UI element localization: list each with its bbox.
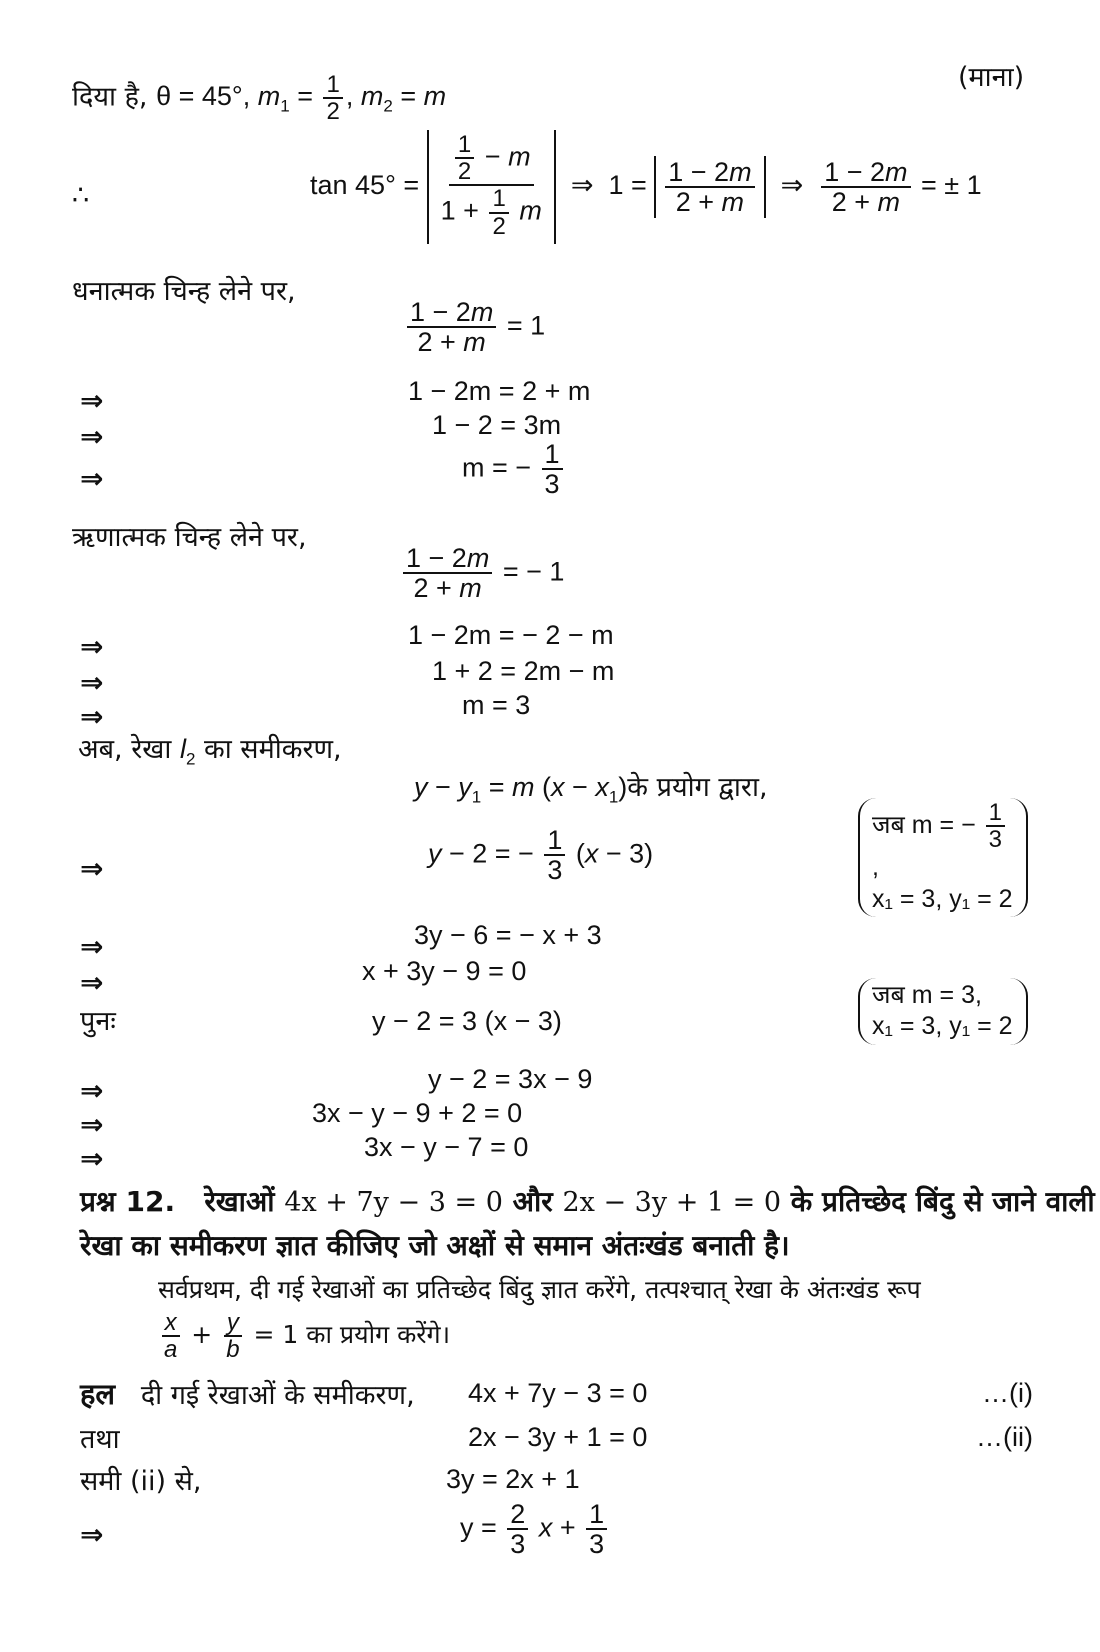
implies-arrow: ⇒ [80,463,104,494]
case1-step-1: 3y − 6 = − x + 3 [414,920,602,950]
neg-step-3: m = 3 [462,690,531,720]
case2-step-2: 3x − y − 9 + 2 = 0 [312,1098,523,1128]
implies-arrow: ⇒ [80,931,104,962]
point-slope-form: $y - y_1 = m$ $(x - x_1)के$ प्रयोग द्वारा, [414,772,768,807]
case2-condition-note: जब m = 3, x₁ = 3, y₁ = 2 [858,978,1028,1045]
implies-arrow: ⇒ [80,967,104,998]
solution-eq-4: y = $\frac{2}{3}$ x + $\frac{1}{3}$ [460,1500,610,1559]
positive-fraction-eq: $\frac{1 - 2m}{2 + m}$ = 1 [404,298,545,357]
line-eq-label: अब, रेखा $l_2$ का समीकरण, [78,734,342,769]
pos-step-2: 1 − 2 = 3m [432,410,562,440]
implies-arrow: ⇒ [80,667,104,698]
pos-step-1: 1 − 2m = 2 + m [408,376,591,406]
case2-step-3: 3x − y − 7 = 0 [364,1132,529,1162]
solution-eq-1: 4x + 7y − 3 = 0 [468,1378,648,1408]
tan-equation: tan 45° = $\frac{1}{2}$ − m 1 + $\frac{1}{2}$ m ⇒ 1 = $\frac{1 - 2m}{2 + m}$ ⇒ $\frac{1 - 2m}{2 + m}$ = ± 1 [310,130,982,244]
case1-condition-note: जब m = − $\frac{1}{3}$ , x₁ = 3, y₁ = 2 [858,798,1028,917]
hint-line-2: $\frac{x}{a}$ + $\frac{y}{b}$ = 1 का प्रयोग करेंगे। [158,1310,450,1362]
pos-step-3: m = − $\frac{1}{3}$ [462,440,566,499]
solution-line: हल दी गई रेखाओं के समीकरण, [80,1377,415,1411]
eq-tag-i: …(i) [982,1378,1033,1408]
again-label: पुनः [80,1006,116,1037]
hint-line-1: सर्वप्रथम, दी गई रेखाओं का प्रतिच्छेद बिंदु ज्ञात करेंगे, तत्पश्चात् रेखा के अंतःखंड रूप [158,1275,921,1304]
solution-eq-2: 2x − 3y + 1 = 0 [468,1422,648,1452]
question-12-line-2: रेखा का समीकरण ज्ञात कीजिए जो अक्षों से समान अंतःखंड बनाती है। [80,1229,790,1262]
implies-arrow: ⇒ [80,1075,104,1106]
assumed-label: (माना) [958,62,1025,93]
given-label: दिया है, [72,81,148,113]
from-eq2-label: समी (ii) से, [80,1466,202,1497]
implies-arrow: ⇒ [80,421,104,452]
positive-case-label: धनात्मक चिन्ह लेने पर, [72,276,296,307]
neg-step-2: 1 + 2 = 2m − m [432,656,615,686]
implies-arrow: ⇒ [80,1519,104,1550]
negative-case-label: ऋणात्मक चिन्ह लेने पर, [72,522,307,553]
implies-arrow: ⇒ [80,701,104,732]
question-12-line-1: प्रश्न 12. रेखाओं 4x + 7y − 3 = 0 और 2x − 3y + 1 = 0 के प्रतिच्छेद बिंदु से जाने वाली [80,1185,1095,1218]
implies-arrow: ⇒ [80,853,104,884]
case1-equation: y − 2 = − $\frac{1}{3}$ (x − 3) [428,825,654,886]
case1-step-2: x + 3y − 9 = 0 [362,956,527,986]
negative-fraction-eq: $\frac{1 - 2m}{2 + m}$ = − 1 [400,544,564,603]
implies-arrow: ⇒ [80,385,104,416]
implies-arrow: ⇒ [80,1109,104,1140]
question-number: प्रश्न 12. [80,1185,176,1218]
implies-arrow: ⇒ [80,631,104,662]
implies-arrow: ⇒ [80,1143,104,1174]
eq-tag-ii: …(ii) [976,1422,1033,1452]
case2-equation: y − 2 = 3 (x − 3) [372,1006,562,1036]
tatha-label: तथा [80,1424,120,1455]
solution-eq-3: 3y = 2x + 1 [446,1464,580,1494]
therefore-symbol: ∴ [72,180,90,210]
solution-label: हल [80,1377,116,1411]
neg-step-1: 1 − 2m = − 2 − m [408,620,614,650]
case2-step-1: y − 2 = 3x − 9 [428,1064,593,1094]
given-line: दिया है, θ = 45°, $m_1$ = $\frac{1}{2}$ , $m_2 = m$ [72,71,447,126]
